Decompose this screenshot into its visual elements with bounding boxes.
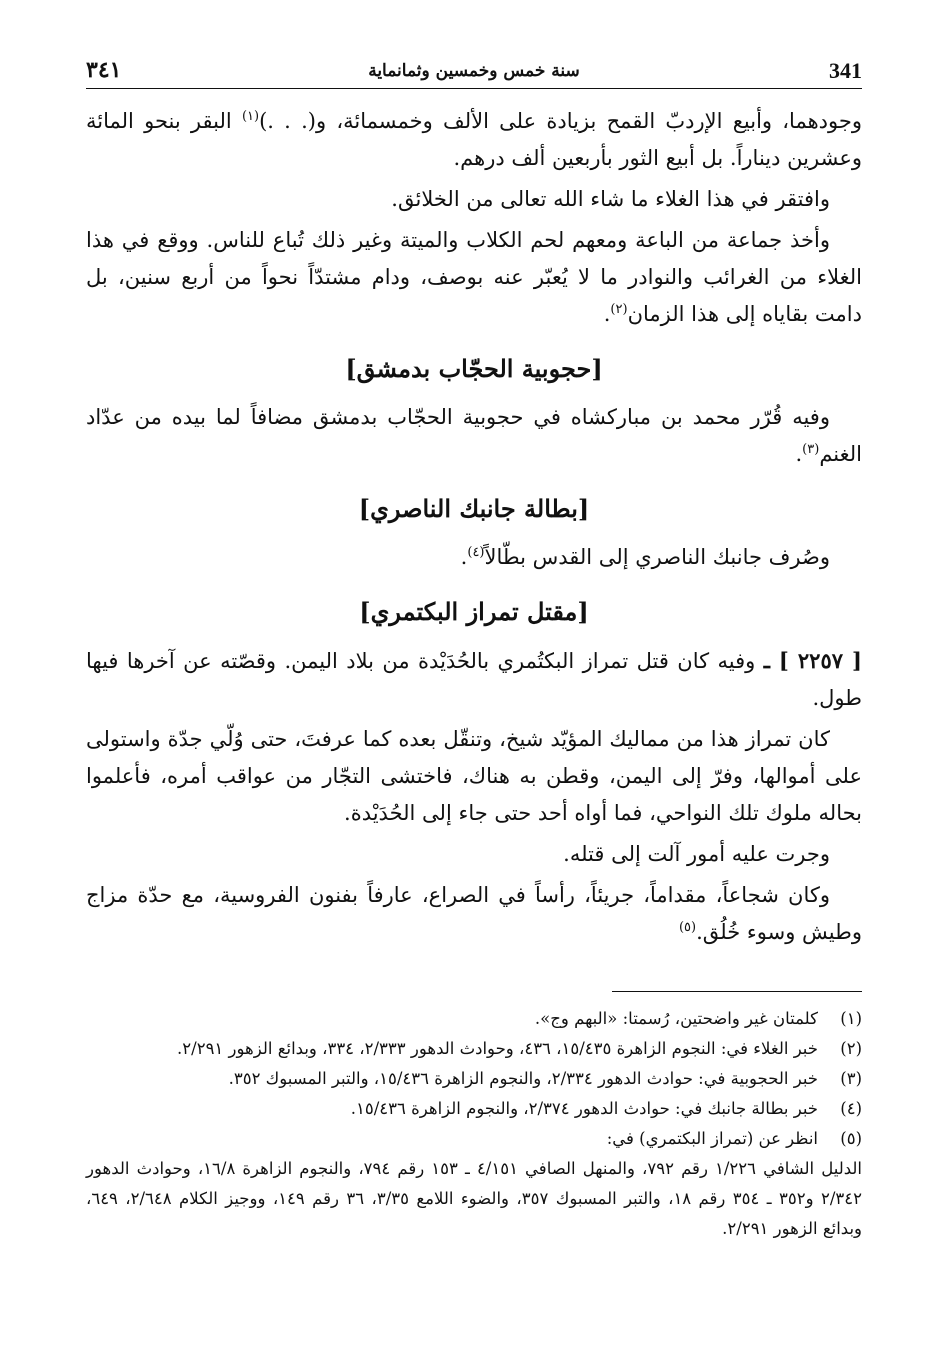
footnote-marker: (٣) — [802, 442, 820, 457]
paragraph: وأخذ جماعة من الباعة ومعهم لحم الكلاب والميتة وغير ذلك تُباع للناس. ووقع في هذا الغلاء من الغرائب والنوادر ما لا يُعبّر عنه بوصف، ودام مشتدّاً نحواً من أربع سنين، بل دامت بقاياه إلى هذا الزمان$^{(٢)}$. — [86, 228, 862, 326]
page-header — [86, 52, 862, 89]
footnote-continuation: الدليل الشافي ١/٢٢٦ رقم ٧٩٢، والمنهل الصافي ٤/١٥١ ـ ١٥٣ رقم ٧٩٤، والنجوم الزاهرة ١٦/٨، وحوادث الدهور ٢/٣٤٢ و٣٥٢ ـ ٣٥٤ رقم ١٨، والتبر المسبوك ٣٥٧، والضوء اللامع ٣/٣٥، ٣٦ رقم ١٤٩، ووجيز الكلام ٢/٦٤٨، ٦٤٩، وبدائع الزهور ٢/٢٩١. — [86, 1159, 863, 1238]
footnote: (٤) خبر بطالة جانبك في: حوادث الدهور ٢/٣٧٤، والنجوم الزاهرة ١٥/٤٣٦. — [86, 1094, 862, 1124]
footnote-marker: (٥) — [678, 920, 697, 935]
footnote-divider — [612, 991, 862, 992]
footnote-number: (١) — [840, 1009, 862, 1028]
paragraph: [ ٢٢٥٧ ] ـ وفيه كان قتل تمراز البكتُمري بالحُدَيْدة من بلاد اليمن. وقصّته عن آخرها فيها طول. — [86, 648, 862, 710]
section-heading: [حجوبية الحجّاب بدمشق] — [345, 354, 603, 383]
paragraph: وصُرف جانبك الناصري إلى القدس بطّالاً$^{(٤)}$. — [460, 545, 830, 569]
section-heading: [مقتل تمراز البكتمري] — [359, 597, 589, 626]
footnote: (٣) خبر الحجوبية في: حوادث الدهور ٢/٣٣٤، والنجوم الزاهرة ١٥/٤٣٦، والتبر المسبوك ٣٥٢. — [86, 1064, 862, 1094]
book-page — [86, 52, 862, 1244]
section-heading: [بطالة جانبك الناصري] — [358, 494, 590, 523]
footnote: (٥) انظر عن (تمراز البكتمري) في: — [86, 1124, 862, 1154]
footnote-marker: (١) — [241, 109, 260, 124]
paragraph: وجودهما، وأبيع الإردبّ القمح بزيادة على الألف وخمسمائة، و(. . .)$^{(١)}$ البقر بنحو المائة وعشرين ديناراً. بل أبيع الثور بأربعين ألف درهم. — [86, 109, 862, 170]
paragraph: وافتقر في هذا الغلاء ما شاء الله تعالى من الخلائق. — [391, 187, 830, 211]
footnote-number: (٢) — [840, 1039, 862, 1058]
footnote: (١) كلمتان غير واضحتين، رُسمتا: «البهم وج». — [86, 1004, 862, 1034]
page-number-arabic: ٣٤١ — [86, 57, 122, 83]
paragraph: وكان شجاعاً، مقداماً، جريئاً، رأساً في الصراع، عارفاً بفنون الفروسية، مع حدّة مزاج وطيش وسوء خُلُق.$^{(٥)}$ — [86, 883, 862, 944]
footnote-number: (٥) — [840, 1129, 862, 1148]
footnote-marker: (٢) — [610, 302, 628, 317]
footnotes — [86, 1004, 862, 1244]
paragraph: وجرت عليه أمور آلت إلى قتله. — [563, 842, 830, 866]
paragraph: كان تمراز هذا من مماليك المؤيّد شيخ، وتنقّل بعده كما عرفتَ، حتى وُلّي جدّة واستولى على أموالها، وفرّ إلى اليمن، وقطن به هناك، فاختشى التجّار من عواقب أمره، فأعلموا بحاله ملوك تلك النواحي، فما أواه أحد حتى جاء إلى الحُدَيْدة. — [86, 727, 862, 825]
running-title: سنة خمس وخمسين وثمانماية — [368, 61, 580, 81]
footnote-number: (٤) — [840, 1099, 862, 1118]
page-number-latin: 341 — [829, 58, 862, 83]
paragraph: وفيه قُرّر محمد بن مباركشاه في حجوبية الحجّاب بدمشق مضافاً لما بيده من عدّاد الغنم$^{(٣)}$. — [86, 405, 862, 466]
footnote-number: (٣) — [840, 1069, 862, 1088]
footnote: (٢) خبر الغلاء في: النجوم الزاهرة ١٥/٤٣٥، ٤٣٦، وحوادث الدهور ٢/٣٣٣، ٣٣٤، وبدائع الزهور ٢/٢٩١. — [86, 1034, 862, 1064]
entry-number: [ ٢٢٥٧ ] ـ — [763, 648, 862, 673]
footnote-marker: (٤) — [467, 545, 485, 560]
main-text — [86, 103, 862, 951]
